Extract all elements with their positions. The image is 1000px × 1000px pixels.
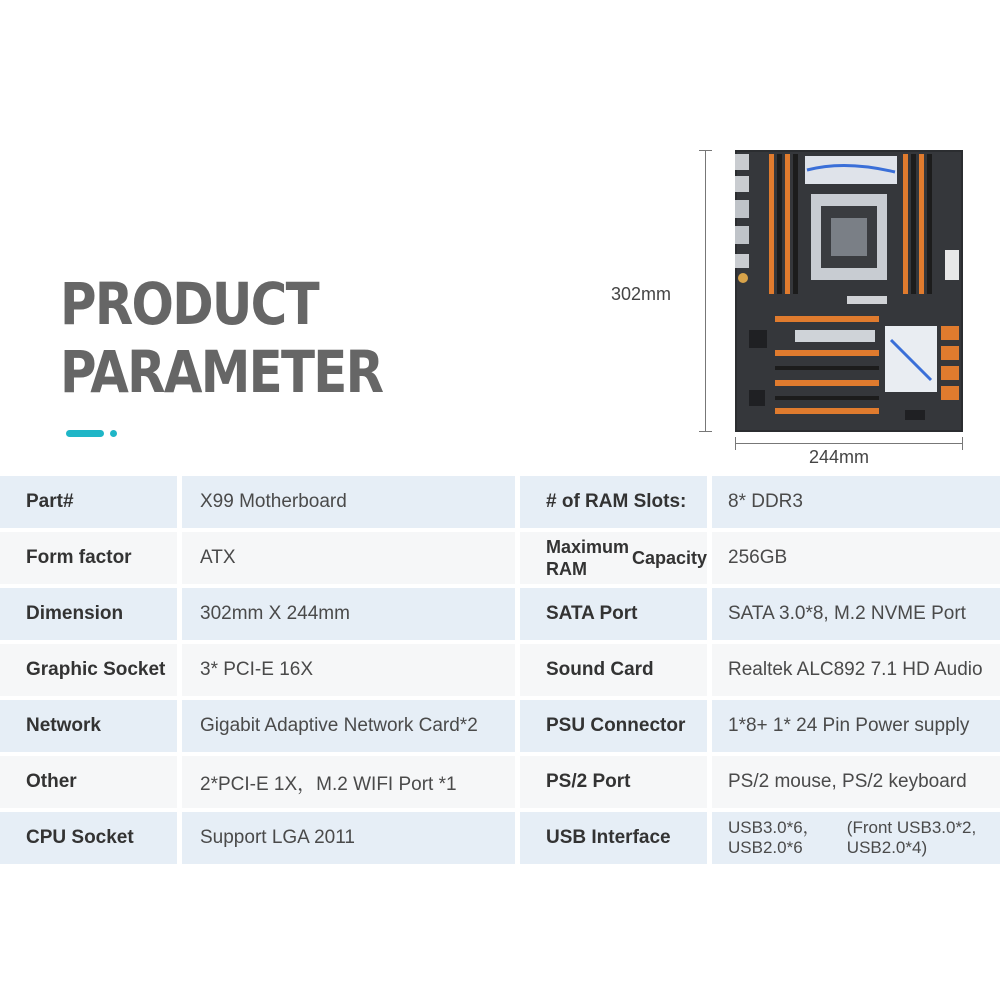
title-line-1: PRODUCT bbox=[60, 270, 318, 338]
spec-value bbox=[712, 812, 1000, 864]
spec-label: SATA Port bbox=[520, 588, 707, 640]
spec-label: Network bbox=[0, 700, 177, 752]
spec-label-line: Maximum RAM bbox=[546, 537, 630, 579]
spec-label: Dimension bbox=[0, 588, 177, 640]
spec-value: 8* DDR3 bbox=[712, 476, 1000, 528]
height-dimension-line bbox=[705, 150, 706, 432]
accent-dot bbox=[110, 430, 117, 437]
spec-label: Graphic Socket bbox=[0, 644, 177, 696]
table-row bbox=[0, 644, 1000, 696]
spec-value: 256GB bbox=[712, 532, 1000, 584]
spec-value: SATA 3.0*8, M.2 NVME Port bbox=[712, 588, 1000, 640]
width-dimension-line bbox=[735, 443, 963, 444]
spec-value: Realtek ALC892 7.1 HD Audio bbox=[712, 644, 1000, 696]
table-row bbox=[0, 756, 1000, 808]
accent-line bbox=[66, 430, 104, 437]
spec-value: 302mm X 244mm bbox=[182, 588, 515, 640]
spec-value: Support LGA 2011 bbox=[182, 812, 515, 864]
spec-value-line: USB3.0*6，USB2.0*6 bbox=[728, 818, 820, 857]
spec-label: Form factor bbox=[0, 532, 177, 584]
table-row bbox=[0, 476, 1000, 528]
spec-value: PS/2 mouse, PS/2 keyboard bbox=[712, 756, 1000, 808]
width-dimension-label: 244mm bbox=[809, 447, 870, 467]
table-row bbox=[0, 812, 1000, 864]
page-title bbox=[60, 270, 382, 406]
spec-label bbox=[520, 532, 707, 584]
spec-label: Sound Card bbox=[520, 644, 707, 696]
spec-label: USB Interface bbox=[520, 812, 707, 864]
spec-value: 2*PCI-E 1X，M.2 WIFI Port *1 bbox=[182, 756, 515, 808]
spec-label: # of RAM Slots: bbox=[520, 476, 707, 528]
spec-label: PSU Connector bbox=[520, 700, 707, 752]
spec-label: Part# bbox=[0, 476, 177, 528]
spec-label: Other bbox=[0, 756, 177, 808]
table-row bbox=[0, 700, 1000, 752]
spec-value-line: (Front USB3.0*2, USB2.0*4) bbox=[846, 818, 977, 857]
table-row bbox=[0, 588, 1000, 640]
spec-value: X99 Motherboard bbox=[182, 476, 515, 528]
spec-value: 3* PCI-E 16X bbox=[182, 644, 515, 696]
motherboard-image bbox=[735, 150, 963, 432]
table-row bbox=[0, 532, 1000, 584]
spec-value: 1*8+ 1* 24 Pin Power supply bbox=[712, 700, 1000, 752]
spec-value: ATX bbox=[182, 532, 515, 584]
spec-label-line: Capacity bbox=[631, 548, 707, 568]
height-dimension-label: 302mm bbox=[611, 284, 672, 304]
spec-value: Gigabit Adaptive Network Card*2 bbox=[182, 700, 515, 752]
spec-label: PS/2 Port bbox=[520, 756, 707, 808]
spec-label: CPU Socket bbox=[0, 812, 177, 864]
title-line-2: PARAMETER bbox=[60, 338, 383, 406]
